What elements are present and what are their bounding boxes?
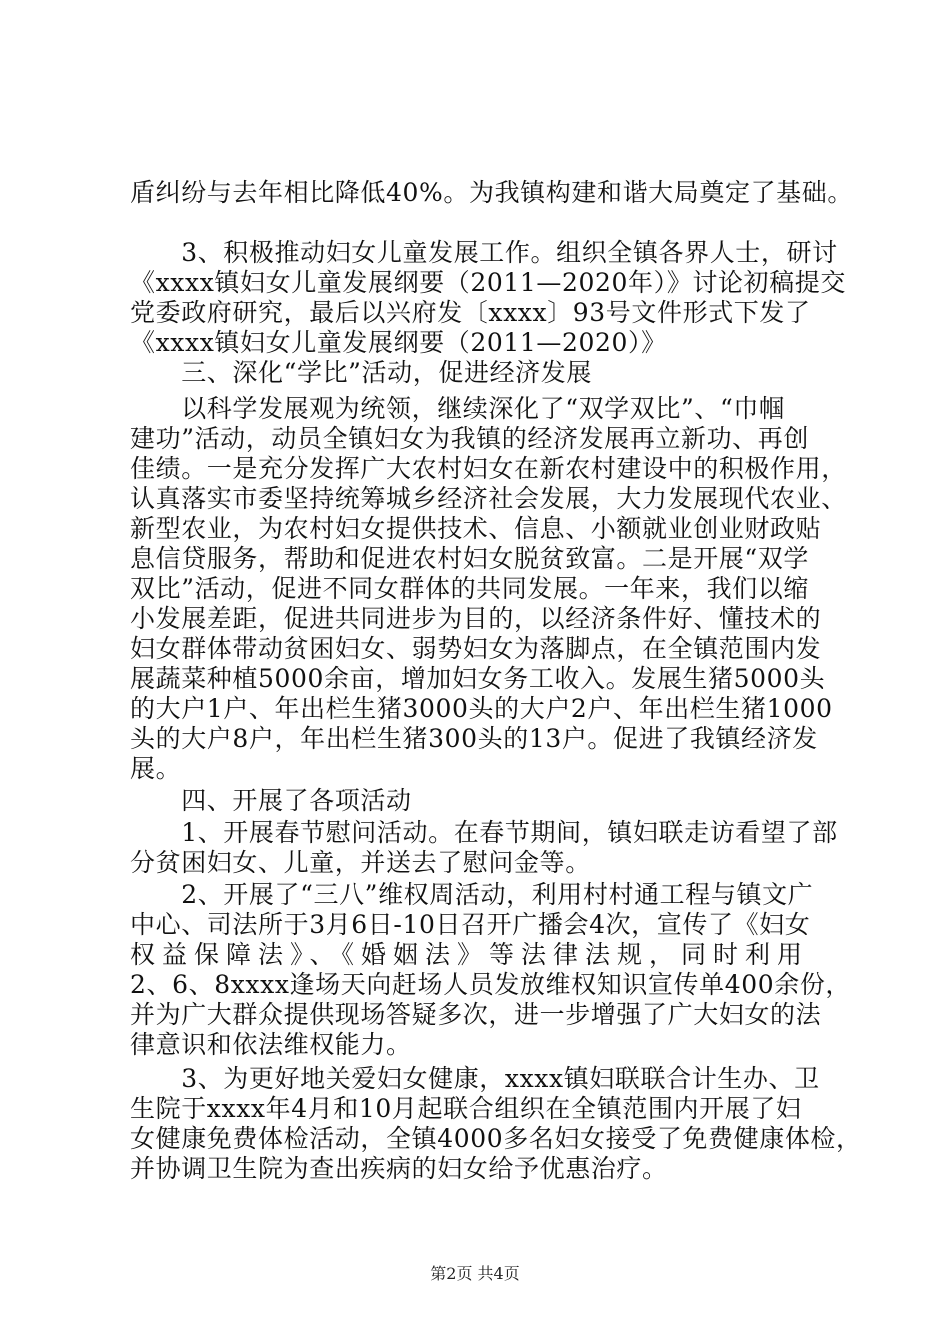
text-line: 2、开展了“三八”维权周活动，利用村村通工程与镇文广 (130, 880, 814, 909)
text-line: 生院于xxxx年4月和10月起联合组织在全镇范围内开展了妇 (130, 1094, 802, 1123)
text-line: 2、6、8xxxx逢场天向赶场人员发放维权知识宣传单400余份， (130, 970, 852, 999)
page-number: 第2页 共4页 (430, 1264, 520, 1283)
text-line: 认真落实市委坚持统筹城乡经济社会发展，大力发展现代农业、 (130, 484, 847, 513)
text-line: 权益保障法》、《婚姻法》等法律法规，同时利用 (130, 940, 810, 969)
text-line: 佳绩。一是充分发挥广大农村妇女在新农村建设中的积极作用， (130, 454, 847, 483)
text-line: 头的大户8户，年出栏生猪300头的13户。促进了我镇经济发 (130, 724, 818, 753)
section-heading: 四、开展了各项活动 (130, 786, 412, 815)
text-line: 中心、司法所于3月6日-10日召开广播会4次，宣传了《妇女 (130, 910, 811, 939)
text-line: 3、为更好地关爱妇女健康，xxxx镇妇联联合计生办、卫 (130, 1064, 820, 1093)
text-line: 律意识和依法维权能力。 (130, 1030, 412, 1059)
text-line: 3、积极推动妇女儿童发展工作。组织全镇各界人士，研讨 (130, 238, 838, 267)
text-line: 建功”活动，动员全镇妇女为我镇的经济发展再立新功、再创 (130, 424, 809, 453)
text-line: 妇女群体带动贫困妇女、弱势妇女为落脚点，在全镇范围内发 (130, 634, 822, 663)
text-line: 分贫困妇女、儿童，并送去了慰问金等。 (130, 848, 591, 877)
text-line: 盾纠纷与去年相比降低40%。为我镇构建和谐大局奠定了基础。 (130, 178, 853, 207)
text-line: 1、开展春节慰问活动。在春节期间，镇妇联走访看望了部 (130, 818, 838, 847)
text-line: 并协调卫生院为查出疾病的妇女给予优惠治疗。 (130, 1154, 668, 1183)
text-line: 小发展差距，促进共同进步为目的，以经济条件好、懂技术的 (130, 604, 822, 633)
text-line: 并为广大群众提供现场答疑多次，进一步增强了广大妇女的法 (130, 1000, 822, 1029)
text-line: 展蔬菜种植5000余亩，增加妇女务工收入。发展生猪5000头 (130, 664, 826, 693)
text-line: 新型农业，为农村妇女提供技术、信息、小额就业创业财政贴 (130, 514, 822, 543)
text-line: 展。 (130, 754, 182, 783)
text-line: 《xxxx镇妇女儿童发展纲要（2011—2020）》 (130, 328, 667, 357)
text-line: 双比”活动，促进不同女群体的共同发展。一年来，我们以缩 (130, 574, 809, 603)
text-line: 女健康免费体检活动，全镇4000多名妇女接受了免费健康体检， (130, 1124, 862, 1153)
text-line: 息信贷服务，帮助和促进农村妇女脱贫致富。二是开展“双学 (130, 544, 809, 573)
section-heading: 三、深化“学比”活动，促进经济发展 (130, 358, 592, 387)
text-line: 《xxxx镇妇女儿童发展纲要（2011—2020年）》讨论初稿提交 (130, 268, 846, 297)
text-line: 党委政府研究，最后以兴府发〔xxxx〕93号文件形式下发了 (130, 298, 811, 327)
text-line: 以科学发展观为统领，继续深化了“双学双比”、“巾帼 (130, 394, 785, 423)
text-line: 的大户1户、年出栏生猪3000头的大户2户、年出栏生猪1000 (130, 694, 833, 723)
